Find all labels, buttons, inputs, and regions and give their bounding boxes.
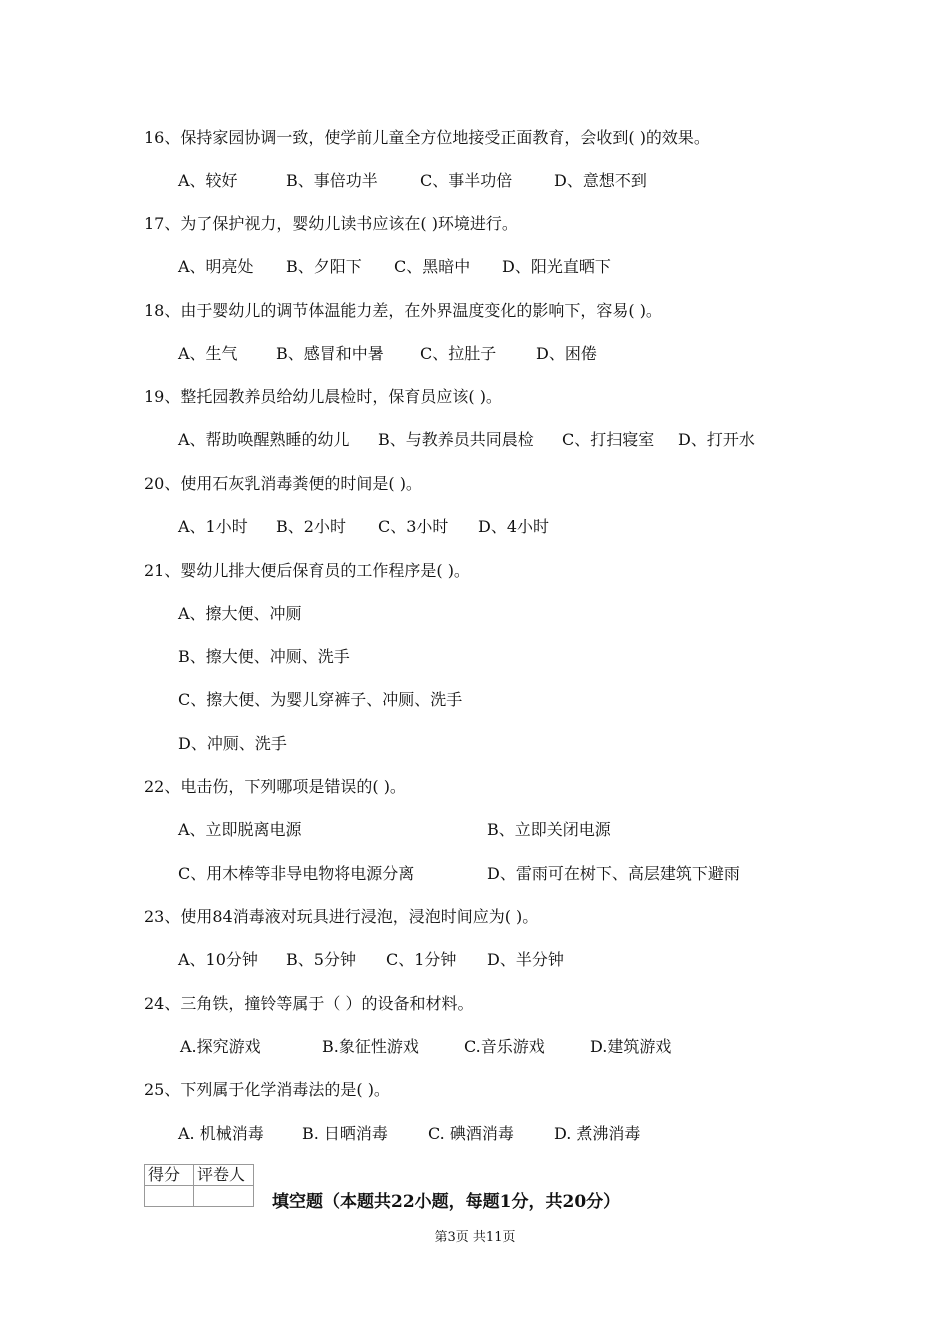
section-title: 填空题（本题共22小题，每题1分，共20分）: [272, 1192, 621, 1212]
option-c: C、用木棒等非导电物将电源分离: [178, 864, 415, 883]
option-d: D、半分钟: [487, 950, 564, 969]
option-b: B.象征性游戏: [322, 1037, 419, 1056]
option-c: C、拉肚子: [420, 344, 497, 363]
option-b: B、事倍功半: [286, 171, 378, 190]
option-a: A、立即脱离电源: [178, 820, 302, 839]
option-d: D、雷雨可在树下、高层建筑下避雨: [487, 864, 740, 883]
grader-label: 评卷人: [194, 1165, 254, 1186]
question-21-stem: 21、婴幼儿排大便后保育员的工作程序是( )。: [144, 561, 470, 580]
option-b: B、感冒和中暑: [276, 344, 384, 363]
option-c: C、1分钟: [386, 950, 457, 969]
score-label: 得分: [145, 1165, 194, 1186]
grader-cell: [194, 1186, 254, 1207]
question-21-option-d: D、冲厕、洗手: [178, 734, 287, 753]
question-16-stem: 16、保持家园协调一致，使学前儿童全方位地接受正面教育，会收到( )的效果。: [144, 128, 710, 147]
option-d: D. 煮沸消毒: [554, 1124, 641, 1143]
page-footer: 第3页 共11页: [434, 1230, 516, 1245]
question-18-stem: 18、由于婴幼儿的调节体温能力差，在外界温度变化的影响下，容易( )。: [144, 301, 662, 320]
option-d: D.建筑游戏: [590, 1037, 672, 1056]
option-a: A、10分钟: [178, 950, 258, 969]
question-25-stem: 25、下列属于化学消毒法的是( )。: [144, 1080, 390, 1099]
option-b: B、5分钟: [286, 950, 356, 969]
option-a: A. 机械消毒: [178, 1124, 264, 1143]
option-c: C. 碘酒消毒: [428, 1124, 514, 1143]
question-19-stem: 19、整托园教养员给幼儿晨检时，保育员应该( )。: [144, 387, 502, 406]
question-24-stem: 24、三角铁，撞铃等属于（ ）的设备和材料。: [144, 994, 474, 1013]
option-c: C、事半功倍: [420, 171, 513, 190]
question-22-stem: 22、电击伤，下列哪项是错误的( )。: [144, 777, 406, 796]
question-21-option-b: B、擦大便、冲厕、洗手: [178, 647, 350, 666]
option-b: B、与教养员共同晨检: [378, 430, 534, 449]
option-d: D、困倦: [536, 344, 597, 363]
question-17-stem: 17、为了保护视力，婴幼儿读书应该在( )环境进行。: [144, 214, 518, 233]
option-b: B. 日晒消毒: [302, 1124, 388, 1143]
option-c: C、黑暗中: [394, 257, 471, 276]
score-cell: [145, 1186, 194, 1207]
option-c: C.音乐游戏: [464, 1037, 545, 1056]
option-d: D、意想不到: [554, 171, 647, 190]
question-23-stem: 23、使用84消毒液对玩具进行浸泡，浸泡时间应为( )。: [144, 907, 539, 926]
option-d: D、阳光直晒下: [502, 257, 611, 276]
question-20-stem: 20、使用石灰乳消毒粪便的时间是( )。: [144, 474, 422, 493]
option-c: C、3小时: [378, 517, 449, 536]
option-b: B、夕阳下: [286, 257, 362, 276]
option-b: B、立即关闭电源: [487, 820, 611, 839]
option-a: A、生气: [178, 344, 238, 363]
option-a: A、较好: [178, 171, 238, 190]
option-a: A、明亮处: [178, 257, 254, 276]
option-a: A、帮助唤醒熟睡的幼儿: [178, 430, 350, 449]
option-d: D、4小时: [478, 517, 550, 536]
option-d: D、打开水: [678, 430, 755, 449]
option-b: B、2小时: [276, 517, 346, 536]
question-21-option-a: A、擦大便、冲厕: [178, 604, 302, 623]
option-a: A、1小时: [178, 517, 248, 536]
option-a: A.探究游戏: [180, 1037, 261, 1056]
score-box: [144, 1164, 254, 1207]
option-c: C、打扫寝室: [562, 430, 655, 449]
question-21-option-c: C、擦大便、为婴儿穿裤子、冲厕、洗手: [178, 690, 463, 709]
